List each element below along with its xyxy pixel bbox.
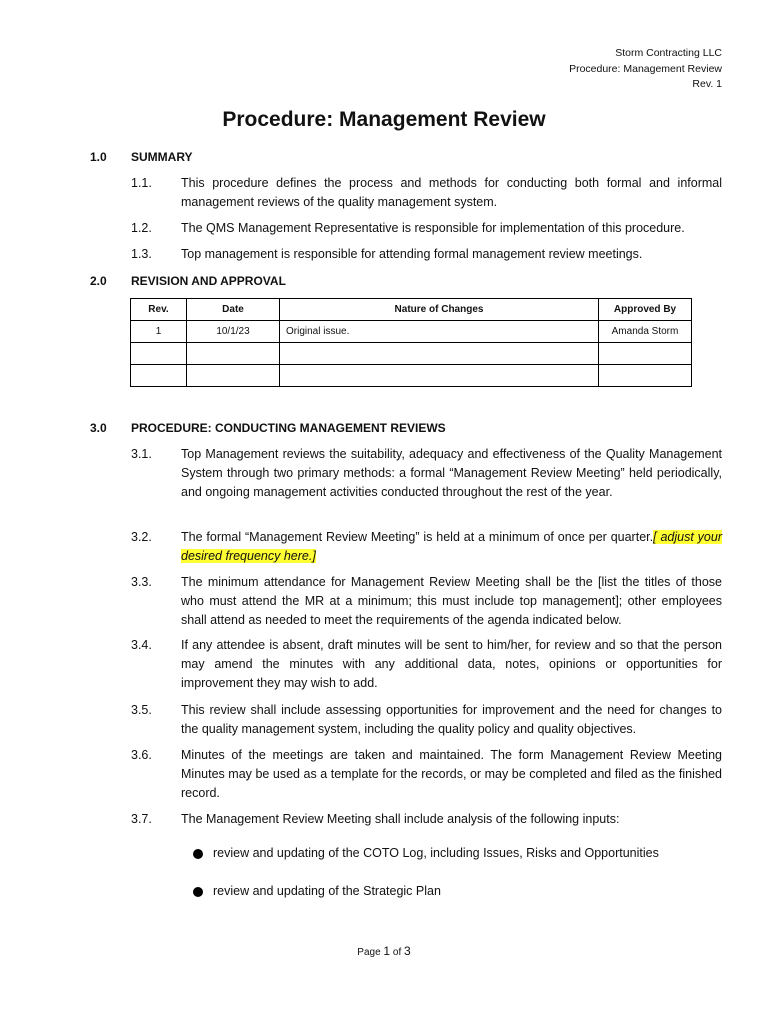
item-number: 3.6. (131, 748, 152, 762)
item-number: 3.3. (131, 575, 152, 589)
item-text: The Management Review Meeting shall include analysis of the following inputs: (181, 812, 620, 826)
column-header: Rev. (131, 299, 187, 321)
section-title: SUMMARY (131, 150, 193, 164)
item-text: If any attendee is absent, draft minutes will be sent to him/her, for review and so that the person may amend the minutes with any additional data, notes, opinions or opportunities for improvement they may wish to add. (181, 638, 722, 690)
item-number: 3.5. (131, 703, 152, 717)
page-header (569, 46, 722, 93)
item-3-7 (131, 810, 722, 829)
table-row (131, 321, 692, 343)
item-1-2 (131, 219, 722, 238)
item-3-5 (131, 701, 722, 739)
table-header-row (131, 299, 692, 321)
page-title: Procedure: Management Review (222, 108, 546, 131)
table-cell: Original issue. (280, 321, 599, 343)
section-title: REVISION AND APPROVAL (131, 274, 286, 288)
of-word: of (392, 947, 402, 958)
table-row (131, 343, 692, 365)
revision-table (130, 298, 692, 387)
bullet-icon (193, 849, 203, 859)
bullet-icon (193, 887, 203, 897)
table-row (131, 365, 692, 387)
item-text: Top management is responsible for attending formal management review meetings. (181, 247, 643, 261)
item-text: This review shall include assessing opportunities for improvement and the need for changes to the quality management system, including the quality policy and quality objectives. (181, 703, 722, 736)
page-word: Page (357, 947, 381, 958)
section-number: 3.0 (90, 421, 107, 435)
item-text: The QMS Management Representative is responsible for implementation of this procedure. (181, 221, 685, 235)
table-cell (599, 343, 692, 365)
bullet-text: review and updating of the Strategic Plan (213, 884, 441, 898)
table-cell: 1 (131, 321, 187, 343)
item-3-6 (131, 746, 722, 803)
item-number: 1.3. (131, 247, 152, 261)
item-number: 3.1. (131, 447, 152, 461)
bullet-item (193, 884, 441, 898)
column-header: Nature of Changes (280, 299, 599, 321)
item-number: 1.2. (131, 221, 152, 235)
column-header: Date (187, 299, 280, 321)
bullet-text: review and updating of the COTO Log, including Issues, Risks and Opportunities (213, 846, 659, 860)
item-1-3 (131, 245, 722, 264)
table-cell: Amanda Storm (599, 321, 692, 343)
item-text: Top Management reviews the suitability, adequacy and effectiveness of the Quality Management System through two primary methods: a formal “Management Review Meeting” held periodically, and ongoing management activities conducted throughout the rest of the year. (181, 447, 722, 499)
section-number: 2.0 (90, 274, 107, 288)
total-pages: 3 (404, 944, 411, 958)
item-text (181, 528, 722, 566)
item-3-3 (131, 573, 722, 630)
table-cell: 10/1/23 (187, 321, 280, 343)
table-cell (131, 343, 187, 365)
item-number: 3.4. (131, 638, 152, 652)
table-cell (280, 343, 599, 365)
header-doc-title: Procedure: Management Review (569, 62, 722, 75)
item-3-4 (131, 636, 722, 693)
bullet-item (193, 846, 659, 860)
item-number: 3.7. (131, 812, 152, 826)
column-header: Approved By (599, 299, 692, 321)
item-3-2 (131, 528, 722, 566)
item-number: 1.1. (131, 176, 152, 190)
item-text-main: The formal “Management Review Meeting” is held at a minimum of once per quarter. (181, 530, 654, 544)
table-cell (280, 365, 599, 387)
table-cell (187, 365, 280, 387)
item-text: This procedure defines the process and methods for conducting both formal and informal management reviews of the quality management system. (181, 176, 722, 209)
item-number: 3.2. (131, 530, 152, 544)
current-page: 1 (383, 944, 391, 958)
header-company: Storm Contracting LLC (615, 47, 722, 59)
table-cell (599, 365, 692, 387)
item-3-1 (131, 445, 722, 502)
section-title: PROCEDURE: CONDUCTING MANAGEMENT REVIEWS (131, 421, 446, 435)
header-revision: Rev. 1 (692, 78, 722, 90)
table-cell (187, 343, 280, 365)
page-footer (0, 944, 768, 958)
item-text: Minutes of the meetings are taken and maintained. The form Management Review Meeting Minutes may be used as a template for the records, or may be completed and filed as the finished record. (181, 748, 722, 800)
item-1-1 (131, 174, 722, 212)
highlighted-note: [ adjust your desired frequency here.] (181, 530, 722, 563)
item-text: The minimum attendance for Management Review Meeting shall be the [list the titles of those who must attend the MR at a minimum; this must include top management]; other employees shall attend as needed to meet the requirements of the agenda indicated below. (181, 575, 722, 627)
section-number: 1.0 (90, 150, 107, 164)
table-cell (131, 365, 187, 387)
